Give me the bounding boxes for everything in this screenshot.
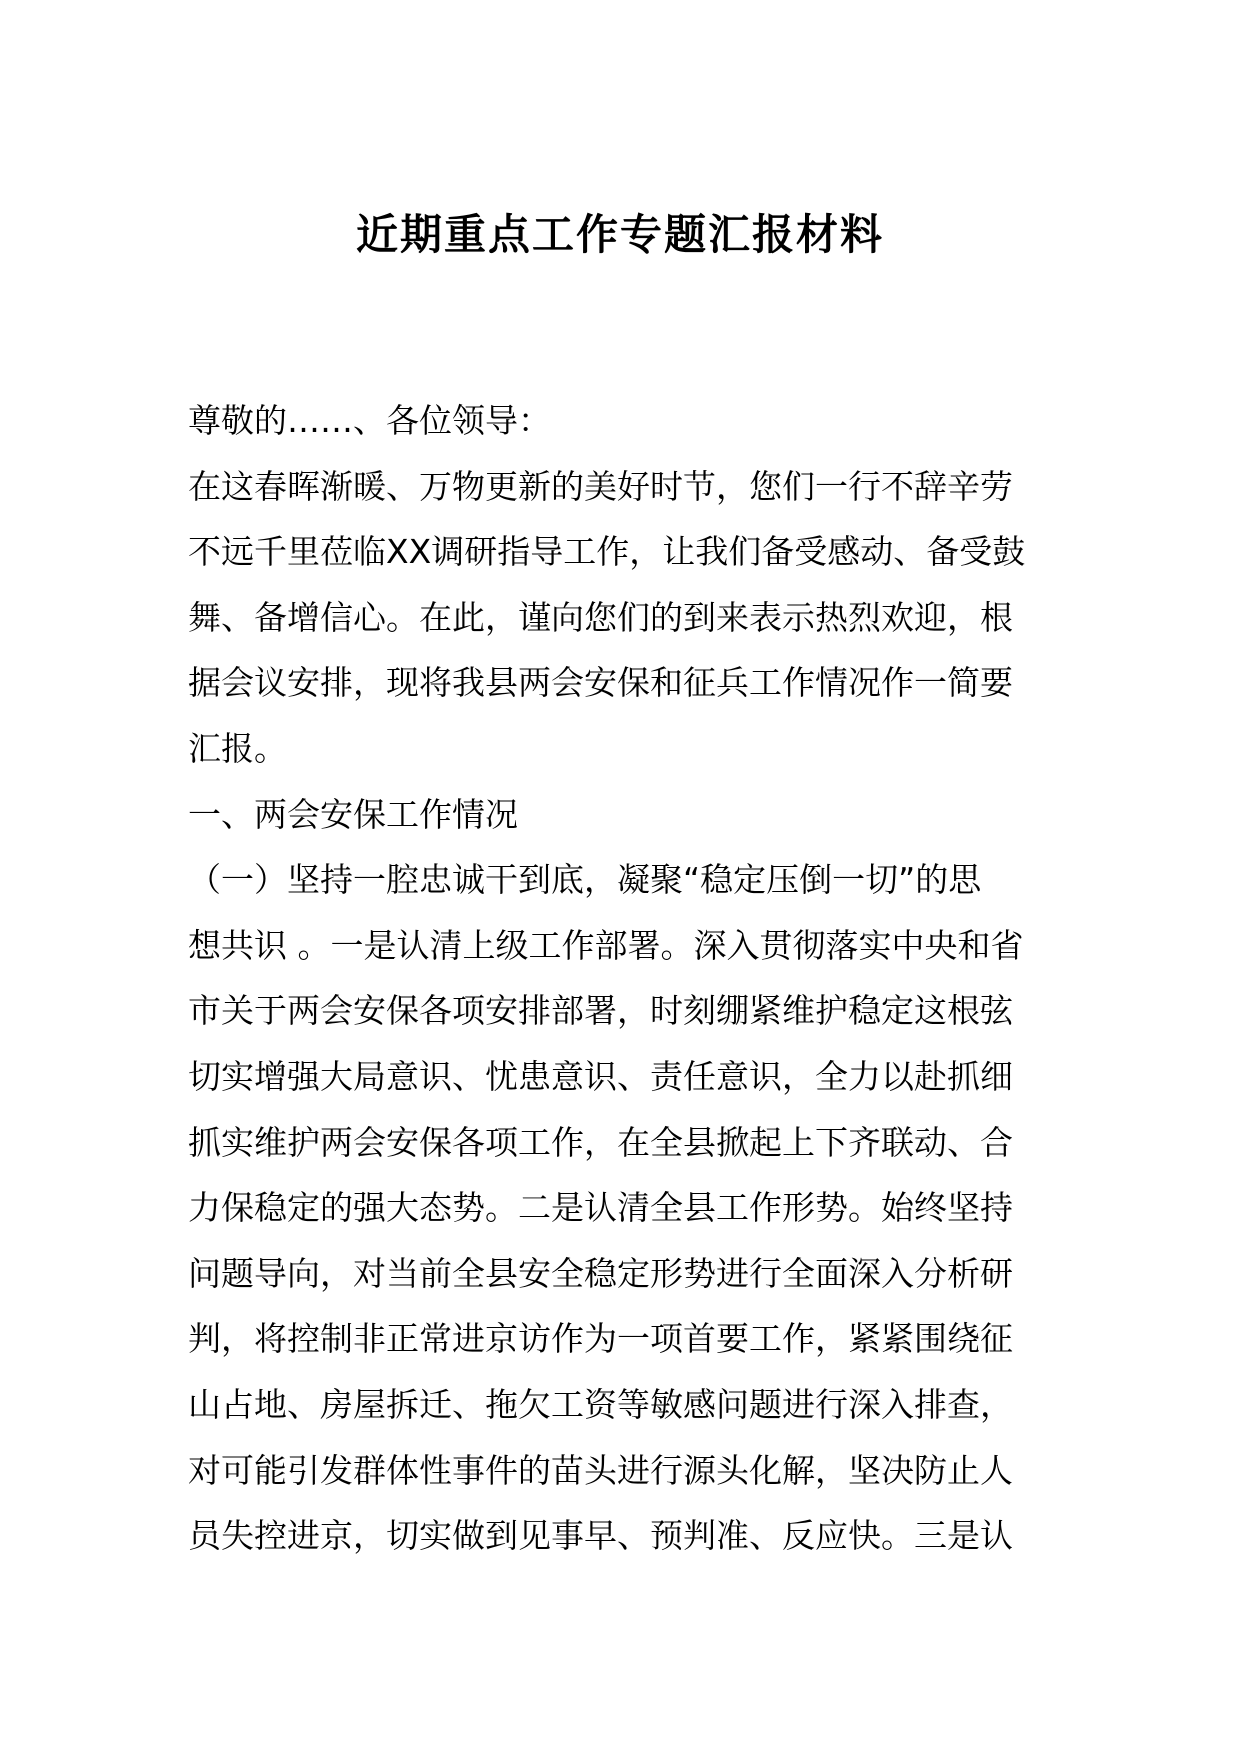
paragraph-line: 对可能引发群体性事件的苗头进行源头化解，坚决防止人 [188, 1450, 1013, 1490]
paragraph-line: 力保稳定的强大态势。二是认清全县工作形势。始终坚持 [188, 1188, 1013, 1228]
paragraph-line: 判，将控制非正常进京访作为一项首要工作，紧紧围绕征 [188, 1319, 1013, 1359]
paragraph-line: 舞、备增信心。在此，谨向您们的到来表示热烈欢迎，根 [188, 597, 1013, 637]
paragraph-line: 市关于两会安保各项安排部署，时刻绷紧维护稳定这根弦 [188, 991, 1013, 1031]
paragraph-line: （一）坚持一腔忠诚干到底，凝聚“稳定压倒一切”的思 [188, 860, 982, 900]
paragraph-line: 山占地、房屋拆迁、拖欠工资等敏感问题进行深入排查， [188, 1384, 1013, 1424]
paragraph-line: 问题导向，对当前全县安全稳定形势进行全面深入分析研 [188, 1253, 1013, 1293]
paragraph-line: 抓实维护两会安保各项工作，在全县掀起上下齐联动、合 [188, 1122, 1013, 1162]
section-heading: 一、两会安保工作情况 [188, 794, 518, 834]
paragraph-line: 切实增强大局意识、忧患意识、责任意识，全力以赴抓细 [188, 1056, 1013, 1096]
paragraph-line: 员失控进京，切实做到见事早、预判准、反应快。三是认 [188, 1516, 1013, 1556]
salutation-line: 尊敬的……、各位领导： [188, 401, 551, 440]
document-title: 近期重点工作专题汇报材料 [355, 210, 884, 259]
document-body [188, 388, 1058, 1569]
paragraph-line: 想共识 。一是认清上级工作部署。深入贯彻落实中央和省 [188, 925, 1024, 965]
paragraph-line: 据会议安排，现将我县两会安保和征兵工作情况作一简要 [188, 663, 1013, 703]
paragraph-line: 不远千里莅临XX调研指导工作，让我们备受感动、备受鼓 [188, 532, 1026, 572]
paragraph-line: 在这春晖渐暖、万物更新的美好时节，您们一行不辞辛劳 [188, 466, 1013, 506]
paragraph-line: 汇报。 [188, 728, 287, 768]
